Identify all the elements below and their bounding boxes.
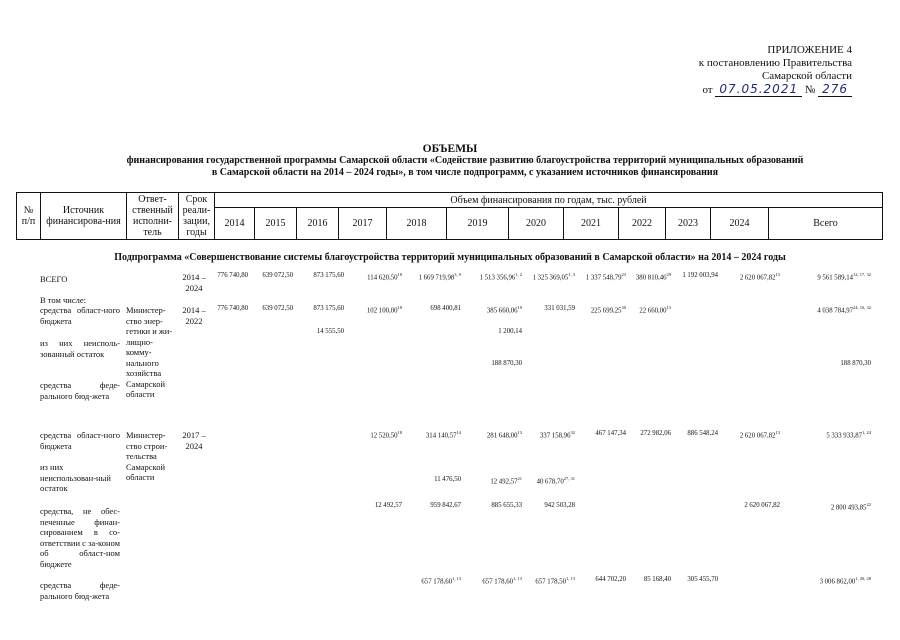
value-footnote: 12, 17, 32 <box>853 272 871 277</box>
value-text: 942 503,28 <box>544 502 575 509</box>
value-text: 885 655,33 <box>491 502 522 509</box>
row-unused-construction-label: из них неиспользован-ный остаток <box>40 462 111 493</box>
value-cell <box>487 430 522 439</box>
value-text: 12 492,57 <box>490 478 518 486</box>
value-text: 2 620 067,82 <box>739 274 776 282</box>
row-federal-energy-label: средства феде-рального бюд-жета <box>40 380 120 401</box>
value-text: 5 333 933,87 <box>826 432 862 440</box>
header-table <box>16 192 883 240</box>
value-footnote: 24, 16, 32 <box>853 305 871 310</box>
total-label: ВСЕГО <box>40 274 68 284</box>
value-cell <box>639 305 671 314</box>
value-cell <box>430 502 461 509</box>
value-footnote: 13 <box>775 272 780 277</box>
value-text: 225 699,25 <box>590 307 622 315</box>
value-cell <box>840 360 871 367</box>
header-year: 2017 <box>339 208 387 240</box>
value-text: 380 810,46 <box>635 274 667 282</box>
value-text: 188 870,30 <box>840 360 871 367</box>
value-text: 102 100,00 <box>366 307 398 315</box>
value-cell <box>217 305 248 312</box>
value-text: 2 800 493,85 <box>830 504 867 512</box>
value-cell <box>687 430 718 437</box>
value-text: 1 192 003,94 <box>682 272 718 279</box>
value-footnote: 1, 24 <box>862 430 871 435</box>
value-text: 305 455,70 <box>687 576 718 583</box>
value-text: 14 555,50 <box>316 328 344 335</box>
subprogram-heading: Подпрограмма «Совершенствование системы благоустройства территорий муниципальных образований в Самарской области» на 2014 – 2024 годы <box>114 252 786 263</box>
value-text: 12 492,57 <box>374 502 402 509</box>
header-year: 2022 <box>619 208 666 240</box>
value-cell <box>434 476 461 483</box>
row-unused-balance-label: из них неисполь-зованный остаток <box>40 338 120 359</box>
value-cell <box>217 272 248 279</box>
header-year: 2023 <box>666 208 711 240</box>
value-text: 114 620,50 <box>367 274 398 282</box>
row-regional-energy-term: 2014 – 2022 <box>182 305 206 326</box>
value-text: 776 740,80 <box>217 272 248 279</box>
value-cell <box>544 502 575 509</box>
value-footnote: 1, 13 <box>513 576 522 581</box>
value-cell <box>262 272 293 279</box>
value-text: 657 178,60 <box>421 578 452 586</box>
row-regional-construction-responsible: Министер-ство строи-тельства Самарской области <box>126 430 168 482</box>
value-cell <box>636 272 671 281</box>
value-text: 1 337 548,79 <box>585 274 622 282</box>
subtitle-line-1: финансирования государственной программы Самарской области «Содействие развитию благоустройства территорий муниципальных образований <box>126 155 804 166</box>
value-cell <box>313 272 344 279</box>
value-cell <box>826 430 871 439</box>
appendix-block <box>662 44 852 97</box>
value-cell <box>640 430 671 437</box>
subtitle-line-2: в Самарской области на 2014 – 2024 годы», в том числе подпрограмм, с указанием источников финансирования <box>211 167 719 178</box>
value-cell <box>480 272 522 281</box>
appendix-title: ПРИЛОЖЕНИЕ 4 <box>767 44 852 56</box>
value-cell <box>544 305 575 312</box>
value-footnote: 13 <box>775 430 780 435</box>
value-cell <box>367 305 402 314</box>
total-term: 2014 – 2024 <box>182 272 206 293</box>
value-text: 281 648,00 <box>486 432 518 440</box>
value-cell <box>491 502 522 509</box>
header-year: 2018 <box>387 208 447 240</box>
value-text: 2 620 067,82 <box>744 502 780 509</box>
row-regional-energy-label: средства област-ного бюджета <box>40 305 120 326</box>
header-year: 2014 <box>215 208 255 240</box>
value-cell <box>535 576 575 585</box>
value-cell <box>831 502 871 511</box>
value-cell <box>740 272 780 281</box>
value-cell <box>367 272 402 281</box>
value-footnote: 13 <box>666 305 671 310</box>
value-text: 698 400,81 <box>430 305 461 312</box>
value-cell <box>370 430 402 439</box>
header-year: 2019 <box>447 208 509 240</box>
value-cell <box>482 576 522 585</box>
value-text: 873 175,60 <box>313 272 344 279</box>
value-cell <box>487 305 522 314</box>
value-text: 4 038 784,97 <box>817 307 853 315</box>
value-text: 1 669 719,98 <box>418 274 455 282</box>
value-text: 657 178,50 <box>535 578 566 586</box>
value-cell <box>820 576 871 585</box>
value-text: 337 158,96 <box>539 432 571 440</box>
value-footnote: 22 <box>866 502 871 507</box>
value-text: 886 548,24 <box>687 430 718 437</box>
appendix-number: 276 <box>818 82 852 97</box>
value-footnote: 21 <box>517 476 522 481</box>
header-source: Источник финансирова-ния <box>41 193 127 240</box>
value-text: 1 200,14 <box>498 328 522 335</box>
value-text: 639 072,50 <box>262 272 293 279</box>
value-text: 657 178,60 <box>482 578 513 586</box>
appendix-from: от <box>702 84 713 96</box>
document-title: ОБЪЕМЫ <box>422 143 478 155</box>
value-text: 3 006 862,00 <box>819 578 856 586</box>
value-cell <box>375 502 402 509</box>
value-footnote: 18 <box>397 430 402 435</box>
row-unsecured-label: средства, не обес-печенные финан-сированием в со-ответствии с за-коном об област-ном бюджете <box>40 506 120 569</box>
header-year: 2015 <box>255 208 297 240</box>
value-cell <box>490 476 522 485</box>
header-year: 2024 <box>711 208 769 240</box>
value-text: 959 842,67 <box>430 502 461 509</box>
value-text: 644 702,20 <box>595 576 626 583</box>
value-text: 1 325 369,05 <box>532 274 569 282</box>
value-text: 12 520,50 <box>370 432 398 440</box>
value-footnote: 1, 3 <box>568 272 575 277</box>
value-footnote: 14 <box>456 430 461 435</box>
value-cell <box>595 576 626 583</box>
value-cell <box>586 272 626 281</box>
value-cell <box>540 430 575 439</box>
header-year: 2021 <box>564 208 619 240</box>
value-text: 873 175,60 <box>313 305 344 312</box>
value-text: 314 140,57 <box>425 432 457 440</box>
value-cell <box>498 328 522 335</box>
appendix-line-1: к постановлению Правительства <box>698 57 852 69</box>
row-federal-construction-label: средства феде-рального бюд-жета <box>40 580 120 601</box>
value-text: 639 072,50 <box>262 305 293 312</box>
header-responsible: Ответ-ственный исполни-тель <box>127 193 179 240</box>
header-year: 2016 <box>297 208 339 240</box>
header-term: Срок реали-зации, годы <box>179 193 215 240</box>
value-cell <box>817 305 871 314</box>
value-text: 467 147,34 <box>595 430 626 437</box>
value-footnote: 1, 2 <box>515 272 522 277</box>
document-subtitle <box>80 155 850 179</box>
value-text: 331 031,59 <box>544 305 575 312</box>
value-cell <box>533 272 575 281</box>
value-cell <box>591 305 626 314</box>
value-cell <box>491 360 522 367</box>
value-cell <box>430 305 461 312</box>
value-text: 85 168,40 <box>643 576 671 583</box>
value-cell <box>817 272 871 281</box>
value-text: 9 561 589,14 <box>817 274 853 282</box>
value-footnote: 23 <box>621 272 626 277</box>
value-footnote: 1, 13 <box>566 576 575 581</box>
header-total: Всего <box>769 208 883 240</box>
appendix-date: 07.05.2021 <box>715 82 802 97</box>
value-cell <box>537 476 575 485</box>
row-regional-construction-label: средства област-ного бюджета <box>40 430 120 451</box>
value-cell <box>644 576 671 583</box>
value-text: 385 660,06 <box>486 307 518 315</box>
value-footnote: 18 <box>397 272 402 277</box>
value-cell <box>262 305 293 312</box>
value-text: 11 476,50 <box>434 476 461 483</box>
value-cell <box>687 576 718 583</box>
value-footnote: 27, 31 <box>563 476 575 481</box>
value-footnote: 19 <box>517 305 522 310</box>
value-footnote: 18 <box>397 305 402 310</box>
value-cell <box>419 272 461 281</box>
value-cell <box>744 502 780 509</box>
row-regional-construction-term: 2017 – 2024 <box>182 430 206 451</box>
including-label: В том числе: <box>40 295 86 305</box>
header-year: 2020 <box>509 208 564 240</box>
row-regional-energy-responsible: Министер-ство энер-гетики и жи-лищно-комму-нального хозяйства Самарской области <box>126 305 173 399</box>
value-cell <box>313 305 344 312</box>
value-text: 1 513 356,96 <box>479 274 516 282</box>
value-footnote: 1, 26, 28 <box>855 576 871 581</box>
value-footnote: 3, 9 <box>454 272 461 277</box>
value-text: 22 660,00 <box>639 307 667 315</box>
value-cell <box>595 430 626 437</box>
value-cell <box>317 328 344 335</box>
appendix-date-line <box>662 83 852 97</box>
value-cell <box>426 430 461 439</box>
appendix-line-2: Самарской области <box>761 70 852 82</box>
value-text: 40 678,70 <box>536 478 564 486</box>
value-text: 2 620 067,82 <box>739 432 776 440</box>
value-footnote: 30 <box>621 305 626 310</box>
value-cell <box>740 430 780 439</box>
header-num: № п/п <box>17 193 41 240</box>
appendix-num-sign: № <box>804 84 816 96</box>
value-text: 776 740,80 <box>217 305 248 312</box>
value-footnote: 1, 13 <box>452 576 461 581</box>
value-footnote: 13 <box>517 430 522 435</box>
value-text: 272 982,06 <box>640 430 671 437</box>
value-cell <box>682 272 718 279</box>
value-footnote: 32 <box>570 430 575 435</box>
value-footnote: 29 <box>666 272 671 277</box>
value-text: 188 870,30 <box>491 360 522 367</box>
header-volume: Объем финансирования по годам, тыс. рублей <box>215 193 883 208</box>
value-cell <box>421 576 461 585</box>
